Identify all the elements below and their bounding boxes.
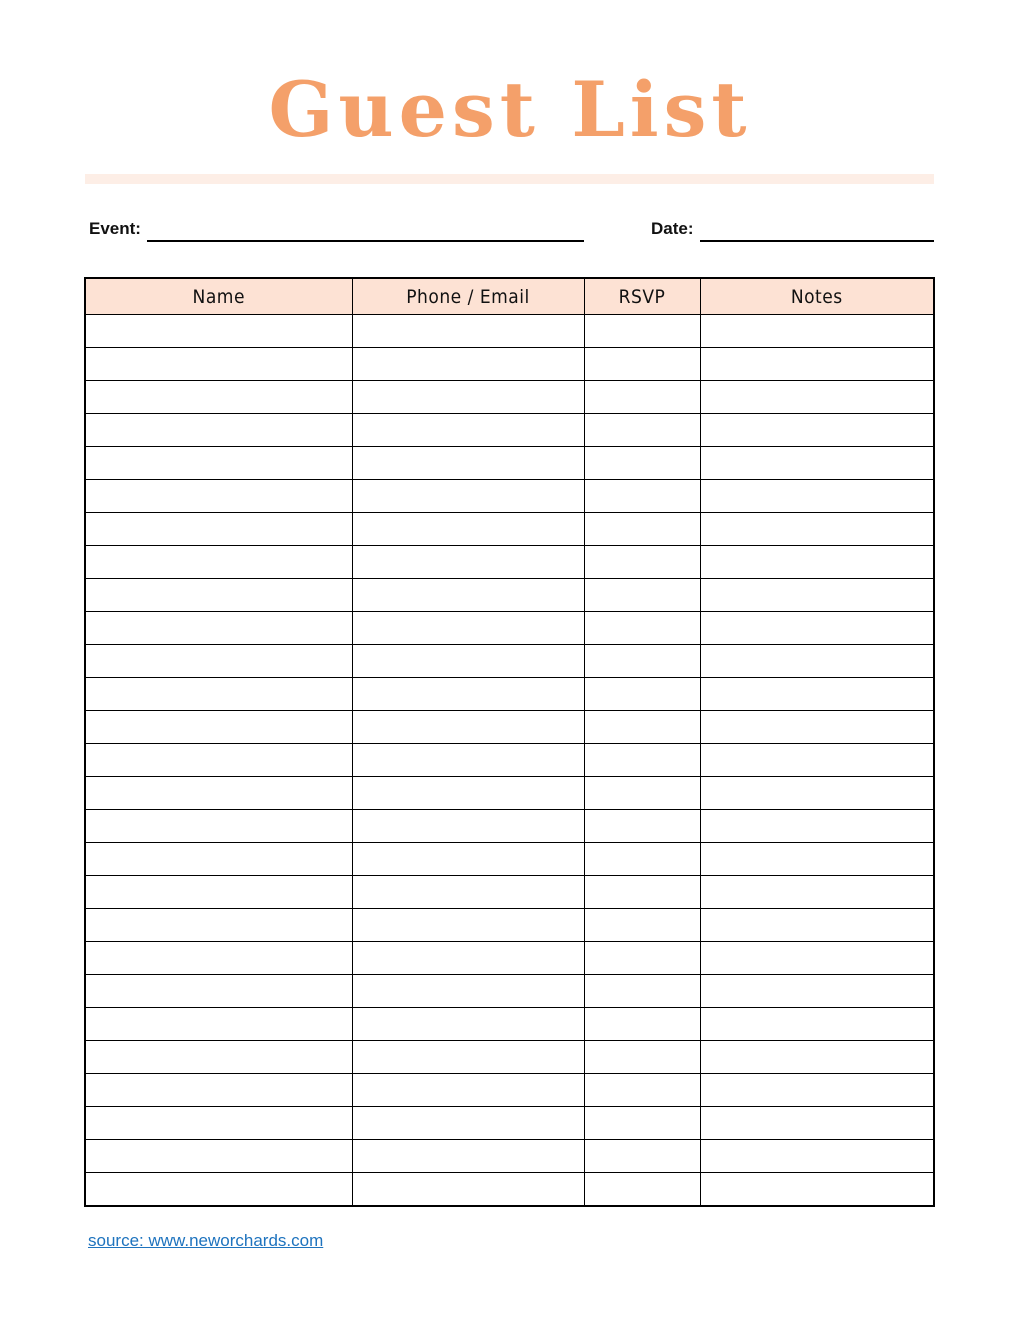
cell-phone-email[interactable]: [352, 711, 584, 744]
table-row: [85, 810, 934, 843]
table-row: [85, 414, 934, 447]
cell-name[interactable]: [85, 777, 352, 810]
guest-table: [84, 277, 935, 1207]
cell-name[interactable]: [85, 480, 352, 513]
cell-name[interactable]: [85, 579, 352, 612]
cell-name[interactable]: [85, 546, 352, 579]
cell-notes[interactable]: [700, 1074, 934, 1107]
cell-name[interactable]: [85, 612, 352, 645]
table-row: [85, 843, 934, 876]
cell-phone-email[interactable]: [352, 1173, 584, 1207]
cell-name[interactable]: [85, 447, 352, 480]
cell-rsvp[interactable]: [584, 381, 700, 414]
cell-rsvp[interactable]: [584, 546, 700, 579]
table-row: [85, 513, 934, 546]
table-row: [85, 942, 934, 975]
table-row: [85, 612, 934, 645]
cell-rsvp[interactable]: [584, 942, 700, 975]
column-header-rsvp: RSVP: [584, 278, 700, 315]
cell-rsvp[interactable]: [584, 513, 700, 546]
cell-rsvp[interactable]: [584, 1173, 700, 1207]
cell-rsvp[interactable]: [584, 612, 700, 645]
cell-name[interactable]: [85, 1041, 352, 1074]
table-row: [85, 678, 934, 711]
cell-name[interactable]: [85, 513, 352, 546]
cell-name[interactable]: [85, 942, 352, 975]
cell-notes[interactable]: [700, 942, 934, 975]
cell-notes[interactable]: [700, 777, 934, 810]
cell-name[interactable]: [85, 1074, 352, 1107]
cell-phone-email[interactable]: [352, 1107, 584, 1140]
cell-phone-email[interactable]: [352, 348, 584, 381]
cell-phone-email[interactable]: [352, 1140, 584, 1173]
cell-rsvp[interactable]: [584, 414, 700, 447]
cell-notes[interactable]: [700, 1008, 934, 1041]
cell-phone-email[interactable]: [352, 480, 584, 513]
cell-rsvp[interactable]: [584, 1008, 700, 1041]
column-header-phone-email: Phone / Email: [352, 278, 584, 315]
cell-notes[interactable]: [700, 513, 934, 546]
table-row: [85, 711, 934, 744]
cell-name[interactable]: [85, 315, 352, 348]
cell-phone-email[interactable]: [352, 678, 584, 711]
cell-name[interactable]: [85, 711, 352, 744]
cell-rsvp[interactable]: [584, 645, 700, 678]
cell-phone-email[interactable]: [352, 612, 584, 645]
cell-phone-email[interactable]: [352, 843, 584, 876]
cell-notes[interactable]: [700, 810, 934, 843]
event-label: Event:: [89, 219, 141, 238]
cell-notes[interactable]: [700, 348, 934, 381]
title-divider-band: [85, 174, 934, 184]
table-row: [85, 447, 934, 480]
cell-notes[interactable]: [700, 1107, 934, 1140]
cell-name[interactable]: [85, 1173, 352, 1207]
cell-name[interactable]: [85, 348, 352, 381]
cell-rsvp[interactable]: [584, 447, 700, 480]
cell-notes[interactable]: [700, 480, 934, 513]
table-row: [85, 348, 934, 381]
page-title: Guest List: [268, 65, 752, 154]
table-row: [85, 1140, 934, 1173]
cell-name[interactable]: [85, 381, 352, 414]
cell-notes[interactable]: [700, 381, 934, 414]
cell-phone-email[interactable]: [352, 414, 584, 447]
source-link[interactable]: source: www.neworchards.com: [88, 1231, 324, 1250]
table-row: [85, 744, 934, 777]
table-row: [85, 1008, 934, 1041]
cell-notes[interactable]: [700, 315, 934, 348]
cell-rsvp[interactable]: [584, 678, 700, 711]
cell-rsvp[interactable]: [584, 744, 700, 777]
table-row: [85, 480, 934, 513]
table-row: [85, 975, 934, 1008]
table-row: [85, 1074, 934, 1107]
table-row: [85, 645, 934, 678]
guest-rows: [85, 315, 934, 1207]
cell-phone-email[interactable]: [352, 1041, 584, 1074]
cell-name[interactable]: [85, 645, 352, 678]
cell-rsvp[interactable]: [584, 579, 700, 612]
cell-phone-email[interactable]: [352, 546, 584, 579]
cell-notes[interactable]: [700, 645, 934, 678]
cell-rsvp[interactable]: [584, 1074, 700, 1107]
cell-phone-email[interactable]: [352, 645, 584, 678]
cell-notes[interactable]: [700, 1140, 934, 1173]
cell-phone-email[interactable]: [352, 381, 584, 414]
table-row: [85, 315, 934, 348]
column-header-name: Name: [85, 278, 352, 315]
cell-rsvp[interactable]: [584, 480, 700, 513]
cell-phone-email[interactable]: [352, 744, 584, 777]
cell-phone-email[interactable]: [352, 579, 584, 612]
cell-phone-email[interactable]: [352, 942, 584, 975]
cell-notes[interactable]: [700, 546, 934, 579]
cell-notes[interactable]: [700, 414, 934, 447]
cell-notes[interactable]: [700, 612, 934, 645]
cell-notes[interactable]: [700, 1173, 934, 1207]
table-row: [85, 381, 934, 414]
cell-name[interactable]: [85, 1008, 352, 1041]
cell-rsvp[interactable]: [584, 975, 700, 1008]
cell-phone-email[interactable]: [352, 810, 584, 843]
cell-notes[interactable]: [700, 843, 934, 876]
cell-notes[interactable]: [700, 447, 934, 480]
cell-name[interactable]: [85, 810, 352, 843]
cell-name[interactable]: [85, 678, 352, 711]
cell-phone-email[interactable]: [352, 513, 584, 546]
cell-rsvp[interactable]: [584, 777, 700, 810]
table-row: [85, 909, 934, 942]
cell-rsvp[interactable]: [584, 348, 700, 381]
cell-phone-email[interactable]: [352, 1074, 584, 1107]
cell-name[interactable]: [85, 744, 352, 777]
cell-name[interactable]: [85, 909, 352, 942]
cell-phone-email[interactable]: [352, 975, 584, 1008]
cell-rsvp[interactable]: [584, 1041, 700, 1074]
cell-rsvp[interactable]: [584, 843, 700, 876]
cell-name[interactable]: [85, 975, 352, 1008]
cell-name[interactable]: [85, 1107, 352, 1140]
cell-name[interactable]: [85, 414, 352, 447]
cell-phone-email[interactable]: [352, 1008, 584, 1041]
cell-notes[interactable]: [700, 744, 934, 777]
date-field[interactable]: [700, 240, 934, 242]
cell-rsvp[interactable]: [584, 711, 700, 744]
column-header-notes: Notes: [700, 278, 934, 315]
cell-notes[interactable]: [700, 1041, 934, 1074]
cell-phone-email[interactable]: [352, 777, 584, 810]
cell-phone-email[interactable]: [352, 447, 584, 480]
cell-name[interactable]: [85, 1140, 352, 1173]
cell-rsvp[interactable]: [584, 1107, 700, 1140]
cell-name[interactable]: [85, 843, 352, 876]
table-row: [85, 579, 934, 612]
cell-notes[interactable]: [700, 909, 934, 942]
table-row: [85, 1107, 934, 1140]
cell-rsvp[interactable]: [584, 810, 700, 843]
table-row: [85, 876, 934, 909]
cell-notes[interactable]: [700, 711, 934, 744]
cell-phone-email[interactable]: [352, 315, 584, 348]
cell-rsvp[interactable]: [584, 315, 700, 348]
table-row: [85, 1041, 934, 1074]
cell-rsvp[interactable]: [584, 1140, 700, 1173]
table-header-row: [85, 278, 934, 315]
cell-notes[interactable]: [700, 975, 934, 1008]
table-row: [85, 777, 934, 810]
cell-phone-email[interactable]: [352, 876, 584, 909]
cell-notes[interactable]: [700, 876, 934, 909]
cell-notes[interactable]: [700, 579, 934, 612]
event-field[interactable]: [147, 240, 584, 242]
date-label: Date:: [651, 219, 694, 238]
cell-phone-email[interactable]: [352, 909, 584, 942]
cell-rsvp[interactable]: [584, 909, 700, 942]
table-row: [85, 1173, 934, 1207]
cell-notes[interactable]: [700, 678, 934, 711]
table-row: [85, 546, 934, 579]
cell-name[interactable]: [85, 876, 352, 909]
cell-rsvp[interactable]: [584, 876, 700, 909]
